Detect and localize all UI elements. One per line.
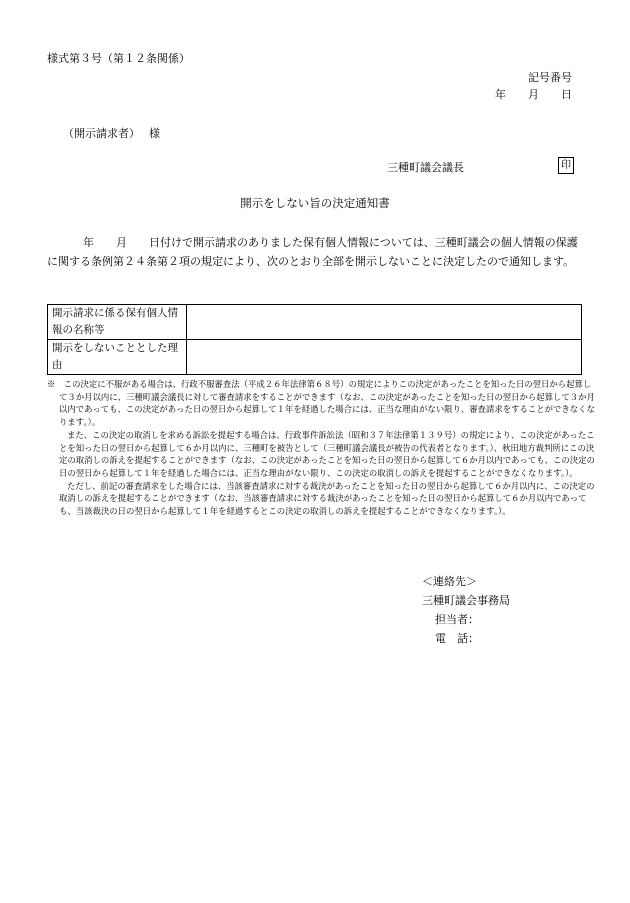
table-value-cell — [187, 340, 582, 375]
contact-office: 三種町議会事務局 — [422, 594, 510, 607]
sender-name: 三種町議会議長 — [387, 161, 464, 174]
notes-section — [47, 378, 595, 518]
table-row — [48, 305, 582, 340]
contact-person-label: 担当者： — [435, 613, 479, 626]
table-label-cell: 開示請求に係る保有個人情報の名称等 — [48, 305, 187, 340]
seal-stamp-box: 印 — [558, 157, 574, 174]
table-label-cell: 開示をしないこととした理由 — [48, 340, 187, 375]
form-number: 様式第３号（第１２条関係） — [47, 52, 190, 65]
decision-info-table — [47, 304, 582, 375]
note-text: この決定に不服がある場合は、行政不服審査法（平成２６年法律第６８号）の規定によりこの決定があったことを知った日の翌日から起算して３か月以内に、三種町議会議長に対して審査請求をすることができます（なお、この決定があったことを知った日の翌日から起算して３か月以内であっても、この決定があった日の翌日から起算して１年を経過した場合には、正当な理由がない限り、審査請求をすることができなくなります。）。 — [59, 379, 595, 428]
table-value-cell — [187, 305, 582, 340]
contact-heading: ＜連絡先＞ — [422, 575, 477, 588]
contact-block — [422, 572, 510, 648]
document-number-label: 記号番号 — [528, 71, 572, 84]
date-line: 年 月 日 — [495, 88, 572, 101]
body-text-paragraph: 年 月 日付けで開示請求のありました保有個人情報については、三種町議会の個人情報の保護に関する条例第２４条第２項の規定により、次のとおり全部を開示しないことに決定したので通知します。 — [47, 236, 578, 268]
document-title: 開示をしない旨の決定通知書 — [240, 196, 390, 210]
body-paragraph — [47, 233, 585, 271]
table-row — [48, 340, 582, 375]
recipient-line: （開示請求者） 様 — [63, 127, 160, 140]
contact-phone-label: 電 話： — [435, 632, 479, 645]
note-item: ただし、前記の審査請求をした場合には、当該審査請求に対する裁決があったことを知った日の翌日から起算して６か月以内に、この決定の取消しの訴えを提起することができます（なお、当該審査請求に対する裁決があったことを知った日の翌日から起算して６か月以内であっても、当該裁決の日の翌日から起算して１年を経過するとこの決定の取消しの訴えを提起することができなくなります。）。 — [59, 480, 595, 517]
note-marker: ※ — [47, 379, 56, 389]
note-item: また、この決定の取消しを求める訴訟を提起する場合は、行政事件訴訟法（昭和３７年法律第１３９号）の規定により、この決定があったことを知った日の翌日から起算して６か月以内に、三種町を被告として（三種町議会議長が被告の代表者となります。）、秋田地方裁判所にこの決定の取消しの訴えを提起することができます（なお、この決定があったことを知った日の翌日から起算して６か月以内であっても、この決定の日の翌日から起算して１年を経過した場合には、正当な理由がない限り、この決定の取消しの訴えを提起することができなくなります。）。 — [59, 429, 595, 478]
note-item — [47, 378, 595, 429]
